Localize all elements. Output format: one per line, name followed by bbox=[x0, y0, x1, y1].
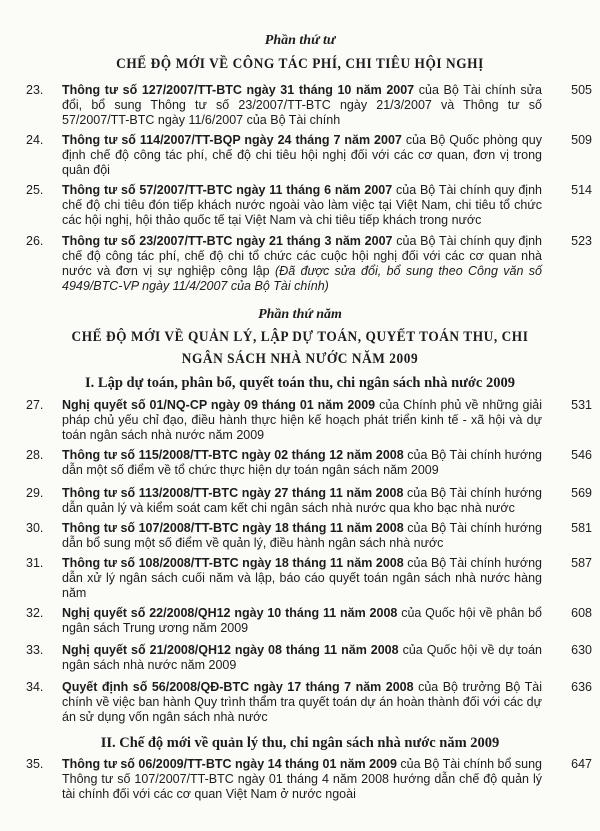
entry-number: 30. bbox=[26, 521, 44, 535]
part5-title-line2: NGÂN SÁCH NHÀ NƯỚC NĂM 2009 bbox=[181, 351, 419, 367]
toc-entry bbox=[26, 556, 592, 601]
toc-entry bbox=[26, 398, 592, 443]
entry-bold-title: Nghị quyết số 22/2008/QH12 ngày 10 tháng 11 năm 2008 bbox=[62, 606, 398, 620]
entry-bold-title: Thông tư số 127/2007/TT-BTC ngày 31 tháng 10 năm 2007 bbox=[62, 83, 415, 97]
entry-bold-title: Thông tư số 06/2009/TT-BTC ngày 14 tháng 01 năm 2009 bbox=[62, 757, 397, 771]
entry-bold-title: Thông tư số 114/2007/TT-BQP ngày 24 tháng 7 năm 2007 bbox=[62, 133, 402, 147]
entry-text bbox=[62, 757, 542, 802]
entry-description: của Bộ Tài chính quy định chế độ công tác phí, chế độ chi tổ chức các cuộc hội nghị đối với các cơ quan nhà nước và đơn vị sự nghiệp công lập bbox=[62, 234, 542, 278]
entry-page-number: 514 bbox=[571, 183, 592, 197]
entry-text bbox=[62, 680, 542, 725]
entry-number: 35. bbox=[26, 757, 44, 771]
entry-bold-title: Thông tư số 113/2008/TT-BTC ngày 27 tháng 11 năm 2008 bbox=[62, 486, 404, 500]
toc-entry bbox=[26, 521, 592, 551]
entry-bold-title: Nghị quyết số 21/2008/QH12 ngày 08 tháng 11 năm 2008 bbox=[62, 643, 399, 657]
entry-text bbox=[62, 183, 542, 228]
entry-page-number: 546 bbox=[571, 448, 592, 462]
entry-text bbox=[62, 643, 542, 673]
part4-title: CHẾ ĐỘ MỚI VỀ CÔNG TÁC PHÍ, CHI TIÊU HỘI NGHỊ bbox=[116, 56, 484, 72]
entry-text bbox=[62, 556, 542, 601]
entry-text bbox=[62, 133, 542, 178]
entry-bold-title: Thông tư số 23/2007/TT-BTC ngày 21 tháng 3 năm 2007 bbox=[62, 234, 393, 248]
entry-text bbox=[62, 234, 542, 294]
entry-text bbox=[62, 398, 542, 443]
part5-label: Phần thứ năm bbox=[258, 307, 342, 322]
entry-number: 28. bbox=[26, 448, 44, 462]
entry-number: 29. bbox=[26, 486, 44, 500]
entry-description: của Quốc hội về dự toán ngân sách nhà nước năm 2009 bbox=[62, 643, 542, 672]
entry-page-number: 587 bbox=[571, 556, 592, 570]
entry-page-number: 630 bbox=[571, 643, 592, 657]
entry-page-number: 523 bbox=[571, 234, 592, 248]
entry-description: của Bộ Tài chính bổ sung Thông tư số 107/2007/TT-BTC ngày 01 tháng 4 năm 2008 hướng dẫn chế độ quản lý tài chính đối với các cơ quan Việt Nam ở nước ngoài bbox=[62, 757, 543, 801]
entry-bold-title: Quyết định số 56/2008/QĐ-BTC ngày 17 tháng 7 năm 2008 bbox=[62, 680, 414, 694]
entry-text bbox=[62, 521, 542, 551]
part4-label: Phần thứ tư bbox=[264, 33, 336, 48]
toc-entry bbox=[26, 606, 592, 636]
entry-bold-title: Thông tư số 107/2008/TT-BTC ngày 18 tháng 11 năm 2008 bbox=[62, 521, 404, 535]
entry-page-number: 647 bbox=[571, 757, 592, 771]
entry-description: của Bộ Tài chính hướng dẫn quản lý và kiểm soát cam kết chi ngân sách nhà nước qua kho bạc nhà nước bbox=[62, 486, 542, 515]
toc-entry bbox=[26, 83, 592, 128]
entry-description: của Bộ trưởng Bộ Tài chính về việc ban hành Quy trình thẩm tra quyết toán dự án hoàn thành đối với các dự án sử dụng vốn ngân sách nhà nước bbox=[62, 680, 543, 724]
entry-number: 24. bbox=[26, 133, 44, 147]
entry-number: 27. bbox=[26, 398, 44, 412]
entry-number: 33. bbox=[26, 643, 44, 657]
entry-text bbox=[62, 448, 542, 478]
entry-page-number: 531 bbox=[571, 398, 592, 412]
toc-entry bbox=[26, 757, 592, 802]
toc-entry bbox=[26, 133, 592, 178]
entry-description: của Bộ Quốc phòng quy định chế độ công tác phí, chế độ chi tiêu hội nghị đối với các cơ quan, đơn vị trong quân đội bbox=[62, 133, 542, 177]
entry-italic-note: (Đã được sửa đổi, bổ sung theo Công văn số 4949/BTC-VP ngày 11/4/2007 của Bộ Tài chính) bbox=[62, 264, 542, 293]
entry-number: 26. bbox=[26, 234, 44, 248]
entry-page-number: 569 bbox=[571, 486, 592, 500]
entry-description: của Bộ Tài chính hướng dẫn một số điểm về tổ chức thực hiện dự toán ngân sách năm 2009 bbox=[62, 448, 542, 477]
toc-entry bbox=[26, 234, 592, 294]
section-1-heading: I. Lập dự toán, phân bổ, quyết toán thu, chi ngân sách nhà nước 2009 bbox=[85, 375, 515, 391]
entry-text bbox=[62, 606, 542, 636]
toc-entry bbox=[26, 680, 592, 725]
toc-entry bbox=[26, 486, 592, 516]
entry-description: của Bộ Tài chính quy định chế độ chi tiêu đón tiếp khách nước ngoài vào làm việc tại Việt Nam, chi tiêu tổ chức các hội nghị, hội thảo quốc tế tại Việt Nam và chi tiêu tiếp khách trong nước bbox=[62, 183, 542, 227]
entry-page-number: 509 bbox=[571, 133, 592, 147]
toc-entry bbox=[26, 643, 592, 673]
section-2-heading: II. Chế độ mới về quản lý thu, chi ngân sách nhà nước năm 2009 bbox=[100, 735, 500, 751]
toc-entry bbox=[26, 448, 592, 478]
entry-bold-title: Thông tư số 57/2007/TT-BTC ngày 11 tháng 6 năm 2007 bbox=[62, 183, 393, 197]
entry-page-number: 608 bbox=[571, 606, 592, 620]
toc-entry bbox=[26, 183, 592, 228]
entry-page-number: 636 bbox=[571, 680, 592, 694]
entry-description: của Quốc hội về phân bổ ngân sách Trung ương năm 2009 bbox=[62, 606, 542, 635]
entry-description: của Bộ Tài chính hướng dẫn bổ sung một số điểm về quản lý, điều hành ngân sách nhà nước bbox=[62, 521, 542, 550]
entry-number: 23. bbox=[26, 83, 44, 97]
entry-number: 32. bbox=[26, 606, 44, 620]
entry-number: 34. bbox=[26, 680, 44, 694]
entry-text bbox=[62, 486, 542, 516]
entry-text bbox=[62, 83, 542, 128]
entry-bold-title: Nghị quyết số 01/NQ-CP ngày 09 tháng 01 năm 2009 bbox=[62, 398, 376, 412]
entry-description: của Bộ Tài chính sửa đổi, bổ sung Thông tư số 23/2007/TT-BTC ngày 21/3/2007 và Thông tư số 57/2007/TT-BTC ngày 11/6/2007 của Bộ Tài chính bbox=[62, 83, 542, 127]
part5-title-line1: CHẾ ĐỘ MỚI VỀ QUẢN LÝ, LẬP DỰ TOÁN, QUYẾT TOÁN THU, CHI bbox=[71, 329, 529, 345]
entry-page-number: 505 bbox=[571, 83, 592, 97]
entry-page-number: 581 bbox=[571, 521, 592, 535]
entry-description: của Bộ Tài chính hướng dẫn xử lý ngân sách cuối năm và lập, báo cáo quyết toán ngân sách nhà nước hàng năm bbox=[62, 556, 542, 600]
entry-bold-title: Thông tư số 115/2008/TT-BTC ngày 02 tháng 12 năm 2008 bbox=[62, 448, 404, 462]
entry-bold-title: Thông tư số 108/2008/TT-BTC ngày 18 tháng 11 năm 2008 bbox=[62, 556, 404, 570]
entry-description: của Chính phủ về những giải pháp chủ yếu chỉ đạo, điều hành thực hiện kế hoạch phát triển kinh tế - xã hội và dự toán ngân sách nhà nước năm 2009 bbox=[62, 398, 542, 442]
entry-number: 25. bbox=[26, 183, 44, 197]
entry-number: 31. bbox=[26, 556, 44, 570]
